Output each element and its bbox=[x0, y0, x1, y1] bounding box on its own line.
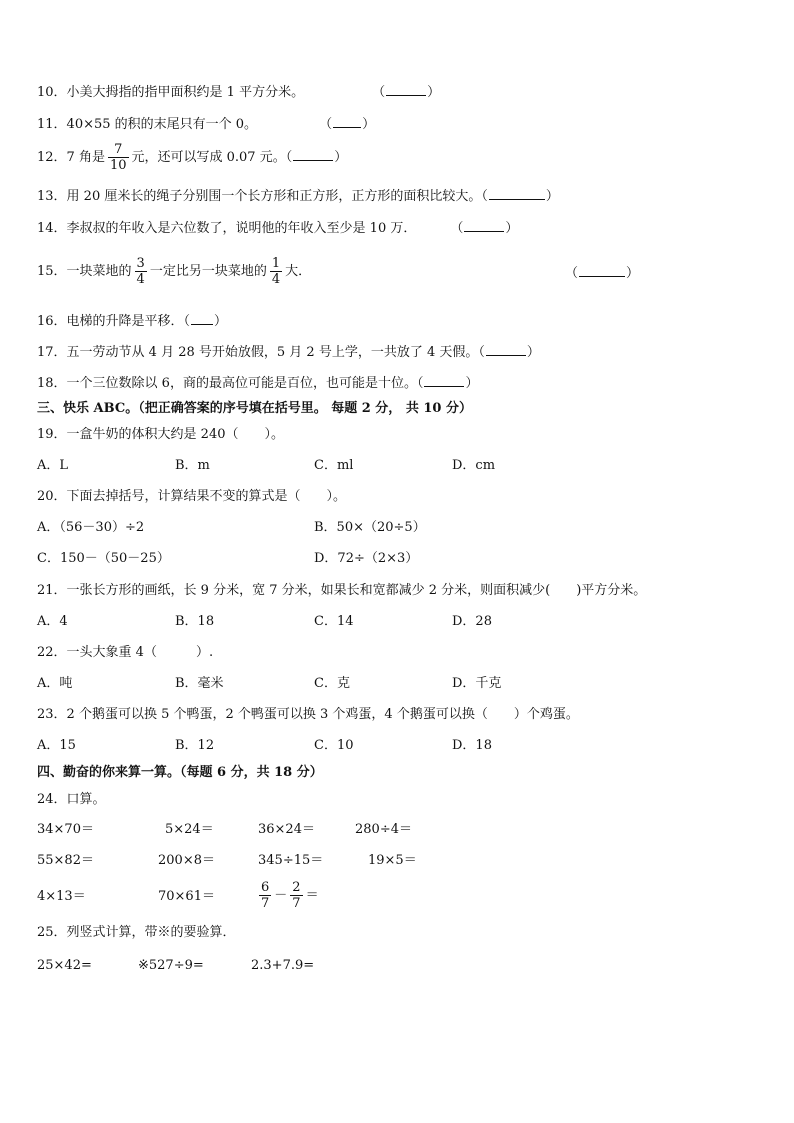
fraction-expression: $\frac{6}{7}$ － $\frac{2}{7}$ ＝ bbox=[261, 880, 319, 911]
question-10: 10．小美大拇指的指甲面积约是 1 平方分米。 （ ） bbox=[37, 85, 441, 100]
fraction: $\frac{1}{4}$ bbox=[271, 256, 281, 287]
option-b[interactable]: B．毫米 bbox=[175, 676, 224, 691]
question-23: 23．2 个鹅蛋可以换 5 个鸭蛋，2 个鸭蛋可以换 3 个鸡蛋，4 个鹅蛋可以换（ ）个鸡蛋。 bbox=[37, 707, 579, 722]
question-18: 18．一个三位数除以 6，商的最高位可能是百位，也可能是十位。（ ） bbox=[37, 376, 479, 391]
option-a[interactable]: A．L bbox=[37, 458, 69, 473]
option-d[interactable]: D．cm bbox=[452, 458, 496, 473]
question-12: 12．7 角是 $\frac{7}{10}$ 元，还可以写成 0.07 元。（ ） bbox=[37, 142, 348, 173]
question-22: 22．一头大象重 4（ ）. bbox=[37, 645, 214, 660]
answer-blank[interactable] bbox=[489, 187, 545, 200]
option-b[interactable]: B．50×（20÷5） bbox=[314, 520, 426, 535]
option-b[interactable]: B．18 bbox=[175, 614, 215, 629]
option-c[interactable]: C．10 bbox=[314, 738, 354, 753]
question-13-text: 13．用 20 厘米长的绳子分别围一个长方形和正方形，正方形的面积比较大。（ bbox=[37, 189, 488, 204]
question-16-text: 16．电梯的升降是平移．（ bbox=[37, 314, 191, 329]
answer-blank[interactable] bbox=[579, 264, 625, 277]
question-18-text: 18．一个三位数除以 6，商的最高位可能是百位，也可能是十位。（ bbox=[37, 376, 424, 391]
vertical-calc-item: 25×42= bbox=[37, 958, 92, 973]
answer-blank[interactable] bbox=[424, 374, 464, 387]
option-d[interactable]: D．72÷（2×3） bbox=[314, 551, 419, 566]
answer-blank[interactable] bbox=[333, 115, 361, 128]
vertical-calc-item: 2.3+7.9= bbox=[251, 958, 315, 973]
question-17-text: 17．五一劳动节从 4 月 28 号开始放假，5 月 2 号上学，一共放了 4 天假。（ bbox=[37, 345, 485, 360]
option-a[interactable]: A．吨 bbox=[37, 676, 73, 691]
question-10-text: 10．小美大拇指的指甲面积约是 1 平方分米。 bbox=[37, 85, 305, 100]
answer-blank[interactable] bbox=[191, 312, 213, 325]
oral-calc-item: 19×5＝ bbox=[368, 853, 417, 868]
option-a[interactable]: A．4 bbox=[37, 614, 68, 629]
section-4-title: 四、勤奋的你来算一算。（每题 6 分，共 18 分） bbox=[37, 765, 323, 780]
question-11-text: 11．40×55 的积的末尾只有一个 0。 bbox=[37, 117, 258, 132]
vertical-calc-item: ※527÷9= bbox=[138, 958, 204, 973]
question-24: 24．口算。 bbox=[37, 792, 106, 807]
oral-calc-item: 5×24＝ bbox=[165, 822, 214, 837]
question-19: 19．一盒牛奶的体积大约是 240（ ）。 bbox=[37, 427, 284, 442]
option-d[interactable]: D．28 bbox=[452, 614, 492, 629]
option-b[interactable]: B．12 bbox=[175, 738, 215, 753]
question-13: 13．用 20 厘米长的绳子分别围一个长方形和正方形，正方形的面积比较大。（ ） bbox=[37, 189, 559, 204]
option-d[interactable]: D．18 bbox=[452, 738, 492, 753]
oral-calc-item: 55×82＝ bbox=[37, 853, 94, 868]
question-25: 25．列竖式计算，带※的要验算． bbox=[37, 925, 236, 940]
section-3-title: 三、快乐 ABC。（把正确答案的序号填在括号里。 每题 2 分， 共 10 分） bbox=[37, 401, 472, 416]
oral-calc-item: 345÷15＝ bbox=[258, 853, 324, 868]
oral-calc-item: 36×24＝ bbox=[258, 822, 315, 837]
question-15: 15．一块菜地的 $\frac{3}{4}$ 一定比另一块菜地的 $\frac{1}{4}$ 大． bbox=[37, 256, 312, 287]
question-21: 21．一张长方形的画纸，长 9 分米，宽 7 分米，如果长和宽都减少 2 分米，则面积减少( )平方分米。 bbox=[37, 583, 647, 598]
option-c[interactable]: C．14 bbox=[314, 614, 354, 629]
oral-calc-item: 280÷4＝ bbox=[355, 822, 412, 837]
answer-blank[interactable] bbox=[386, 83, 426, 96]
oral-calc-item: 4×13＝ bbox=[37, 889, 86, 904]
question-11: 11．40×55 的积的末尾只有一个 0。 （ ） bbox=[37, 117, 376, 132]
option-b[interactable]: B．m bbox=[175, 458, 210, 473]
question-16: 16．电梯的升降是平移．（ ） bbox=[37, 314, 228, 329]
option-c[interactable]: C．150－（50－25） bbox=[37, 551, 170, 566]
option-c[interactable]: C．ml bbox=[314, 458, 354, 473]
oral-calc-item: 70×61＝ bbox=[158, 889, 215, 904]
fraction: $\frac{6}{7}$ bbox=[261, 880, 270, 911]
fraction: $\frac{7}{10}$ bbox=[109, 142, 127, 173]
question-20: 20．下面去掉括号，计算结果不变的算式是（ ）。 bbox=[37, 489, 347, 504]
oral-calc-item: 200×8＝ bbox=[158, 853, 215, 868]
option-d[interactable]: D．千克 bbox=[452, 676, 502, 691]
answer-blank[interactable] bbox=[293, 148, 333, 161]
question-17: 17．五一劳动节从 4 月 28 号开始放假，5 月 2 号上学，一共放了 4 天假。（ ） bbox=[37, 345, 540, 360]
fraction: $\frac{2}{7}$ bbox=[292, 880, 301, 911]
question-15-answer: （ ） bbox=[565, 266, 640, 281]
option-a[interactable]: A．（56－30）÷2 bbox=[37, 520, 145, 535]
option-a[interactable]: A．15 bbox=[37, 738, 76, 753]
option-c[interactable]: C．克 bbox=[314, 676, 350, 691]
oral-calc-item: 34×70＝ bbox=[37, 822, 94, 837]
fraction: $\frac{3}{4}$ bbox=[136, 256, 145, 287]
question-14: 14．李叔叔的年收入是六位数了，说明他的年收入至少是 10 万． （ ） bbox=[37, 221, 519, 236]
answer-blank[interactable] bbox=[464, 219, 504, 232]
question-14-text: 14．李叔叔的年收入是六位数了，说明他的年收入至少是 10 万． bbox=[37, 221, 417, 236]
answer-blank[interactable] bbox=[486, 343, 526, 356]
